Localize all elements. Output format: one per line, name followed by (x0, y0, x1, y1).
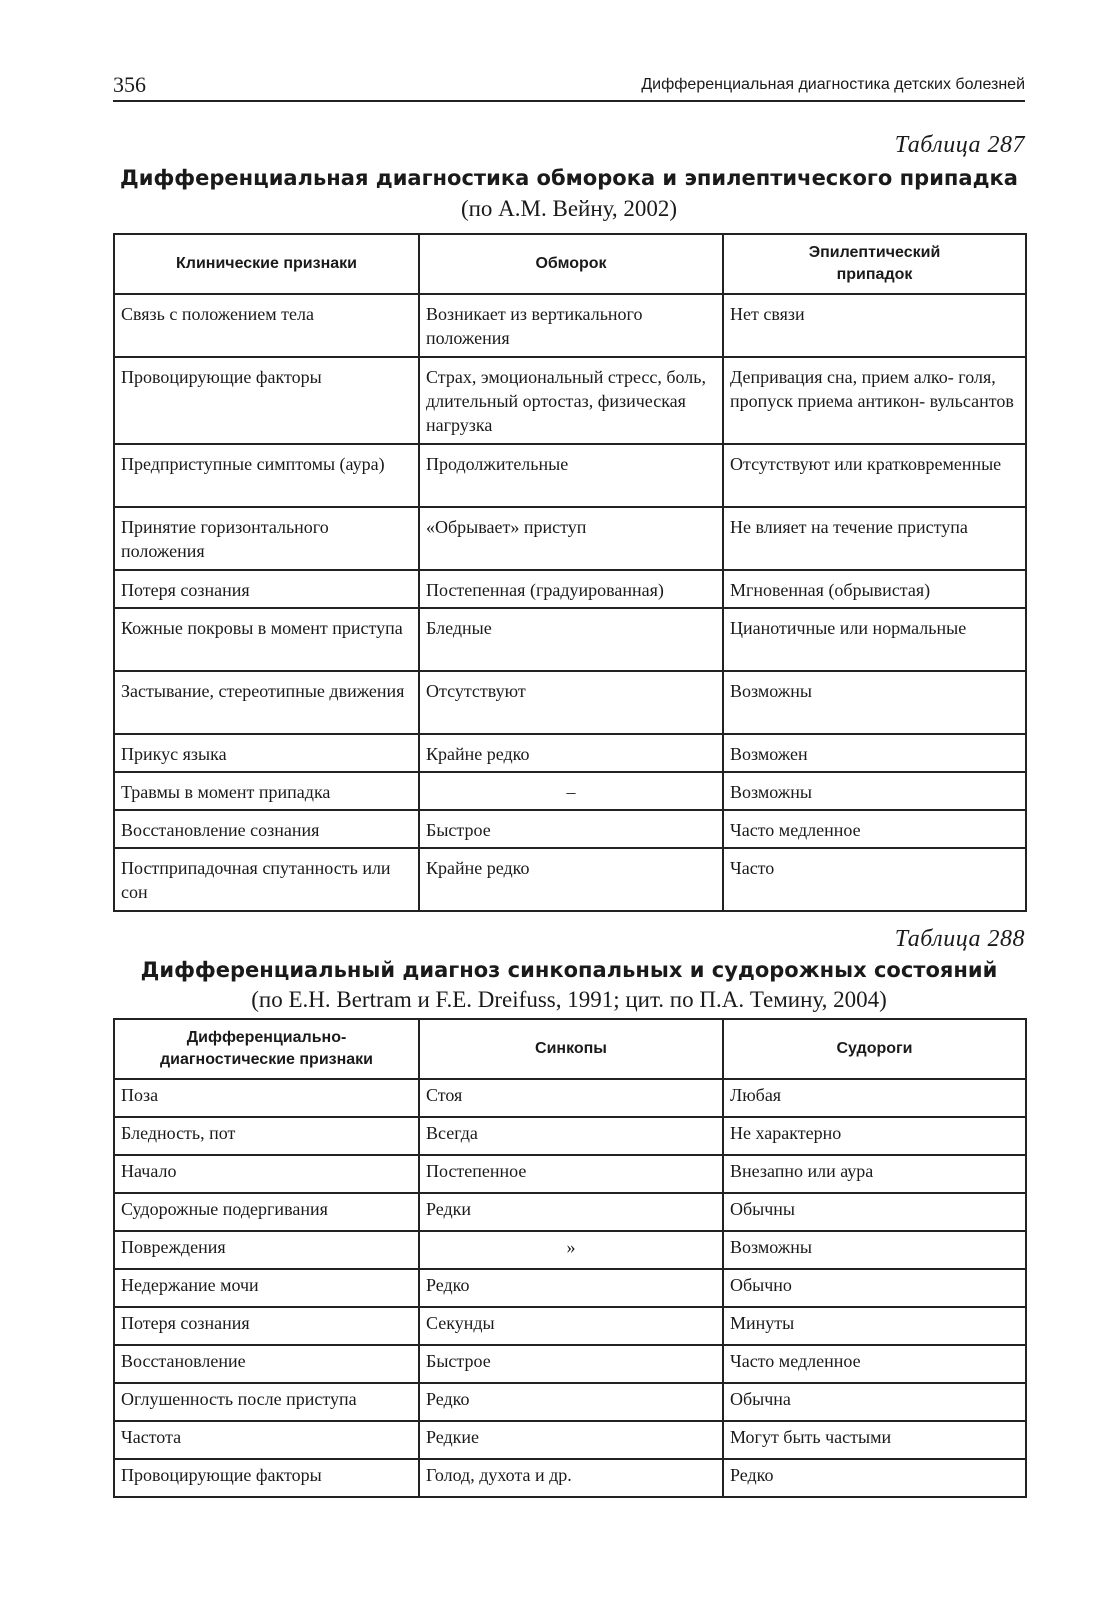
table-cell: Провоцирующие факторы (114, 357, 419, 444)
table-cell: Отсутствуют или кратковременные (723, 444, 1026, 507)
table-cell: Постепенное (419, 1155, 723, 1193)
table-cell: Голод, духота и др. (419, 1459, 723, 1497)
table-cell: Страх, эмоциональный стресс, боль, длительный ортостаз, физическая нагрузка (419, 357, 723, 444)
table-cell: Постприпадочная спутанность или сон (114, 848, 419, 911)
table-cell: Мгновенная (обрывистая) (723, 570, 1026, 608)
table-cell: Всегда (419, 1117, 723, 1155)
table-cell: Постепенная (градуированная) (419, 570, 723, 608)
page-header (113, 70, 1025, 102)
table-row (114, 357, 1026, 444)
table-cell: Потеря сознания (114, 570, 419, 608)
table-cell: Возможны (723, 772, 1026, 810)
table-cell: Нет связи (723, 294, 1026, 357)
table-cell: Крайне редко (419, 734, 723, 772)
table-cell: Обычны (723, 1193, 1026, 1231)
table-row (114, 1155, 1026, 1193)
table-header-row (114, 234, 1026, 294)
table-cell: Редко (723, 1459, 1026, 1497)
table-cell: Обычно (723, 1269, 1026, 1307)
table-cell: Редки (419, 1193, 723, 1231)
table-row (114, 1459, 1026, 1497)
table-cell: «Обрывает» приступ (419, 507, 723, 570)
table-cell: Поза (114, 1079, 419, 1117)
table-cell: Травмы в момент припадка (114, 772, 419, 810)
table-row (114, 570, 1026, 608)
table-row (114, 1307, 1026, 1345)
table-cell: Связь с положением тела (114, 294, 419, 357)
table-288-title: Дифференциальный диагноз синкопальных и судорожных состояний (140, 958, 998, 982)
table-row (114, 772, 1026, 810)
table-cell: – (419, 772, 723, 810)
table-row (114, 507, 1026, 570)
table-cell: Провоцирующие факторы (114, 1459, 419, 1497)
column-header: Судороги (723, 1019, 1026, 1079)
table-cell: Бледные (419, 608, 723, 671)
table-cell: Возможны (723, 1231, 1026, 1269)
table-cell: Быстрое (419, 810, 723, 848)
table-cell: Принятие горизонтального положения (114, 507, 419, 570)
table-cell: Возникает из вертикального положения (419, 294, 723, 357)
running-title: Дифференциальная диагностика детских болезней (641, 76, 1025, 93)
table-cell: Кожные покровы в момент приступа (114, 608, 419, 671)
table-288-label: Таблица 288 (894, 926, 1025, 952)
table-cell: Могут быть частыми (723, 1421, 1026, 1459)
table-row (114, 1117, 1026, 1155)
table-cell: Восстановление (114, 1345, 419, 1383)
table-cell: Повреждения (114, 1231, 419, 1269)
table-row (114, 1345, 1026, 1383)
table-cell: Начало (114, 1155, 419, 1193)
table-cell: Не влияет на течение приступа (723, 507, 1026, 570)
table-cell: Крайне редко (419, 848, 723, 911)
table-header-row (114, 1019, 1026, 1079)
table-cell: Минуты (723, 1307, 1026, 1345)
page-number: 356 (113, 72, 146, 97)
table-cell: Обычна (723, 1383, 1026, 1421)
table-cell: Внезапно или аура (723, 1155, 1026, 1193)
table-cell: Стоя (419, 1079, 723, 1117)
table-cell: Оглушенность после приступа (114, 1383, 419, 1421)
table-288-subtitle: (по E.H. Bertram и F.E. Dreifuss, 1991; цит. по П.А. Темину, 2004) (251, 987, 887, 1012)
table-287-subtitle: (по А.М. Вейну, 2002) (460, 196, 678, 221)
table-cell: Возможны (723, 671, 1026, 734)
column-header: Эпилептический припадок (723, 234, 1026, 294)
table-cell: Возможен (723, 734, 1026, 772)
table-cell: Застывание, стереотипные движения (114, 671, 419, 734)
table-cell: Цианотичные или нормальные (723, 608, 1026, 671)
table-cell: Потеря сознания (114, 1307, 419, 1345)
table-cell: Предприступные симптомы (аура) (114, 444, 419, 507)
table-row (114, 810, 1026, 848)
table-cell: Любая (723, 1079, 1026, 1117)
table-row (114, 734, 1026, 772)
table-row (114, 608, 1026, 671)
column-header: Дифференциально-диагностические признаки (114, 1019, 419, 1079)
table-287-label: Таблица 287 (894, 132, 1025, 158)
table-row (114, 1421, 1026, 1459)
table-cell: Частота (114, 1421, 419, 1459)
table-row (114, 1193, 1026, 1231)
table-row (114, 1269, 1026, 1307)
table-cell: Прикус языка (114, 734, 419, 772)
table-row (114, 444, 1026, 507)
table-cell: Часто медленное (723, 1345, 1026, 1383)
table-cell: Быстрое (419, 1345, 723, 1383)
table-row (114, 848, 1026, 911)
table-cell: » (419, 1231, 723, 1269)
table-cell: Секунды (419, 1307, 723, 1345)
table-cell: Недержание мочи (114, 1269, 419, 1307)
table-cell: Продолжительные (419, 444, 723, 507)
table-cell: Депривация сна, прием алко- голя, пропуск приема антикон- вульсантов (723, 357, 1026, 444)
table-cell: Отсутствуют (419, 671, 723, 734)
table-cell: Редко (419, 1269, 723, 1307)
table-cell: Редкие (419, 1421, 723, 1459)
table-row (114, 1231, 1026, 1269)
column-header: Клинические признаки (114, 234, 419, 294)
table-cell: Судорожные подергивания (114, 1193, 419, 1231)
table-287 (113, 233, 1027, 912)
column-header: Синкопы (419, 1019, 723, 1079)
table-row (114, 1383, 1026, 1421)
table-cell: Редко (419, 1383, 723, 1421)
column-header: Обморок (419, 234, 723, 294)
table-row (114, 294, 1026, 357)
table-row (114, 671, 1026, 734)
table-cell: Часто (723, 848, 1026, 911)
table-cell: Часто медленное (723, 810, 1026, 848)
table-288 (113, 1018, 1027, 1498)
table-cell: Бледность, пот (114, 1117, 419, 1155)
table-row (114, 1079, 1026, 1117)
table-cell: Не характерно (723, 1117, 1026, 1155)
table-287-title: Дифференциальная диагностика обморока и эпилептического припадка (120, 166, 1018, 190)
table-cell: Восстановление сознания (114, 810, 419, 848)
